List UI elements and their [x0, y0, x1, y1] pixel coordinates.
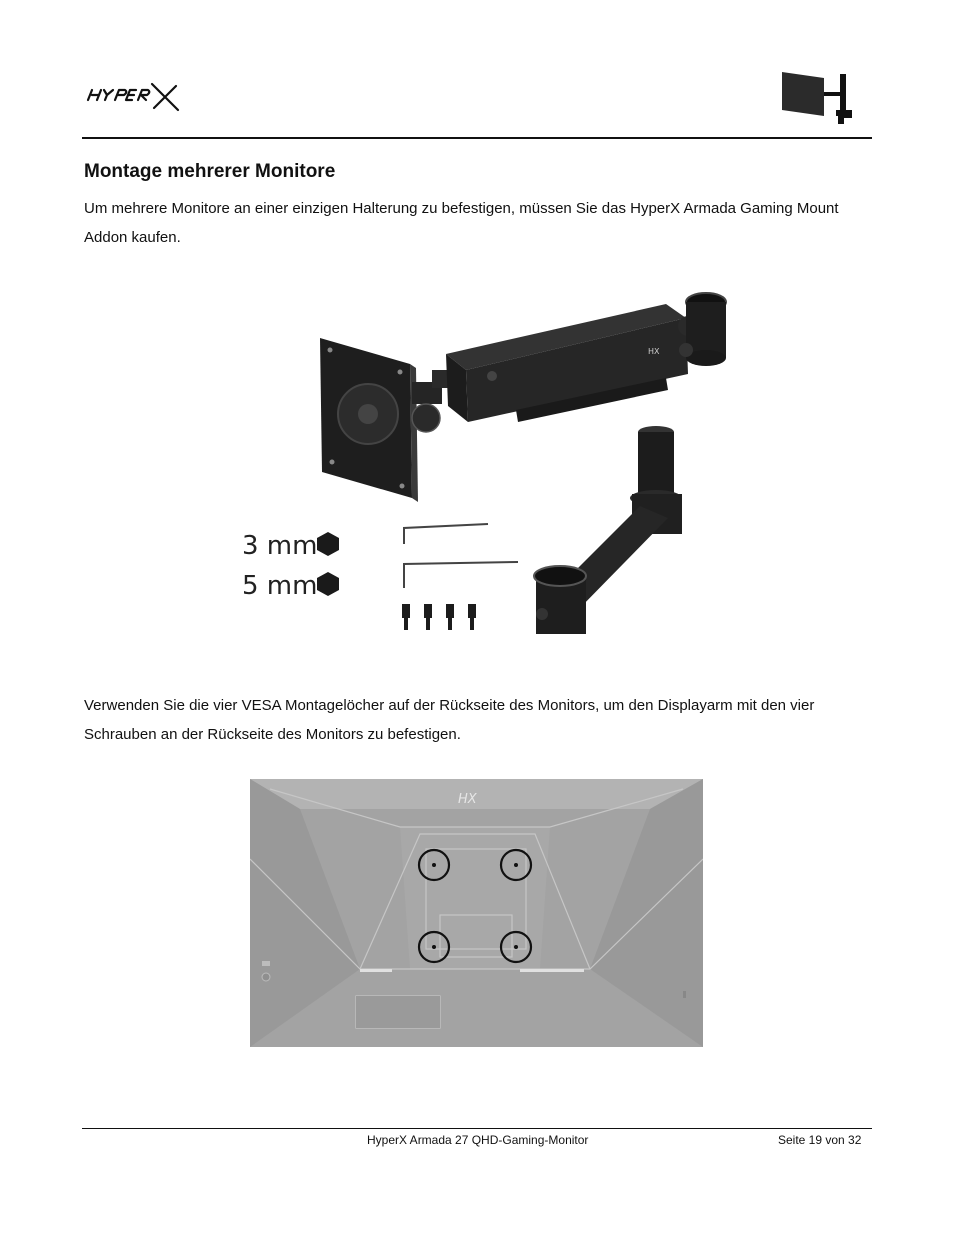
svg-text:HX: HX: [648, 347, 660, 356]
instruction-paragraph: Verwenden Sie die vier VESA Montagelöcher auf der Rückseite des Monitors, um den Displayarm mit den vier Schrauben an der Rückseite des Monitors zu befestigen.: [84, 697, 815, 743]
intro-paragraph: Um mehrere Monitore an einer einzigen Halterung zu befestigen, müssen Sie das HyperX Armada Gaming Mount Addon kaufen.: [84, 200, 839, 246]
footer-divider: [82, 1128, 872, 1129]
monitor-back-illustration: [250, 779, 703, 1047]
hex-key-icon: [404, 524, 518, 588]
hexagon-3mm-icon: [317, 532, 339, 556]
footer-document-title: HyperX Armada 27 QHD-Gaming-Monitor: [367, 1133, 589, 1147]
mount-kit-illustration: [236, 282, 736, 652]
screws-icon: [402, 604, 476, 630]
hex-key-label-3mm: 3 mm: [242, 531, 318, 561]
vesa-plate-icon: [320, 338, 418, 502]
section-title: Montage mehrerer Monitore: [84, 161, 336, 182]
hyperx-back-logo-icon: HX: [458, 792, 477, 807]
display-arm-icon: [446, 293, 726, 422]
hyperx-logo-icon: [84, 80, 184, 114]
hexagon-5mm-icon: [317, 572, 339, 596]
header-divider: [82, 137, 872, 139]
footer-page-number: Seite 19 von 32: [778, 1133, 862, 1147]
extension-arm-icon: [534, 426, 682, 634]
monitor-arm-icon: [778, 70, 856, 126]
hex-key-label-5mm: 5 mm: [242, 571, 318, 601]
